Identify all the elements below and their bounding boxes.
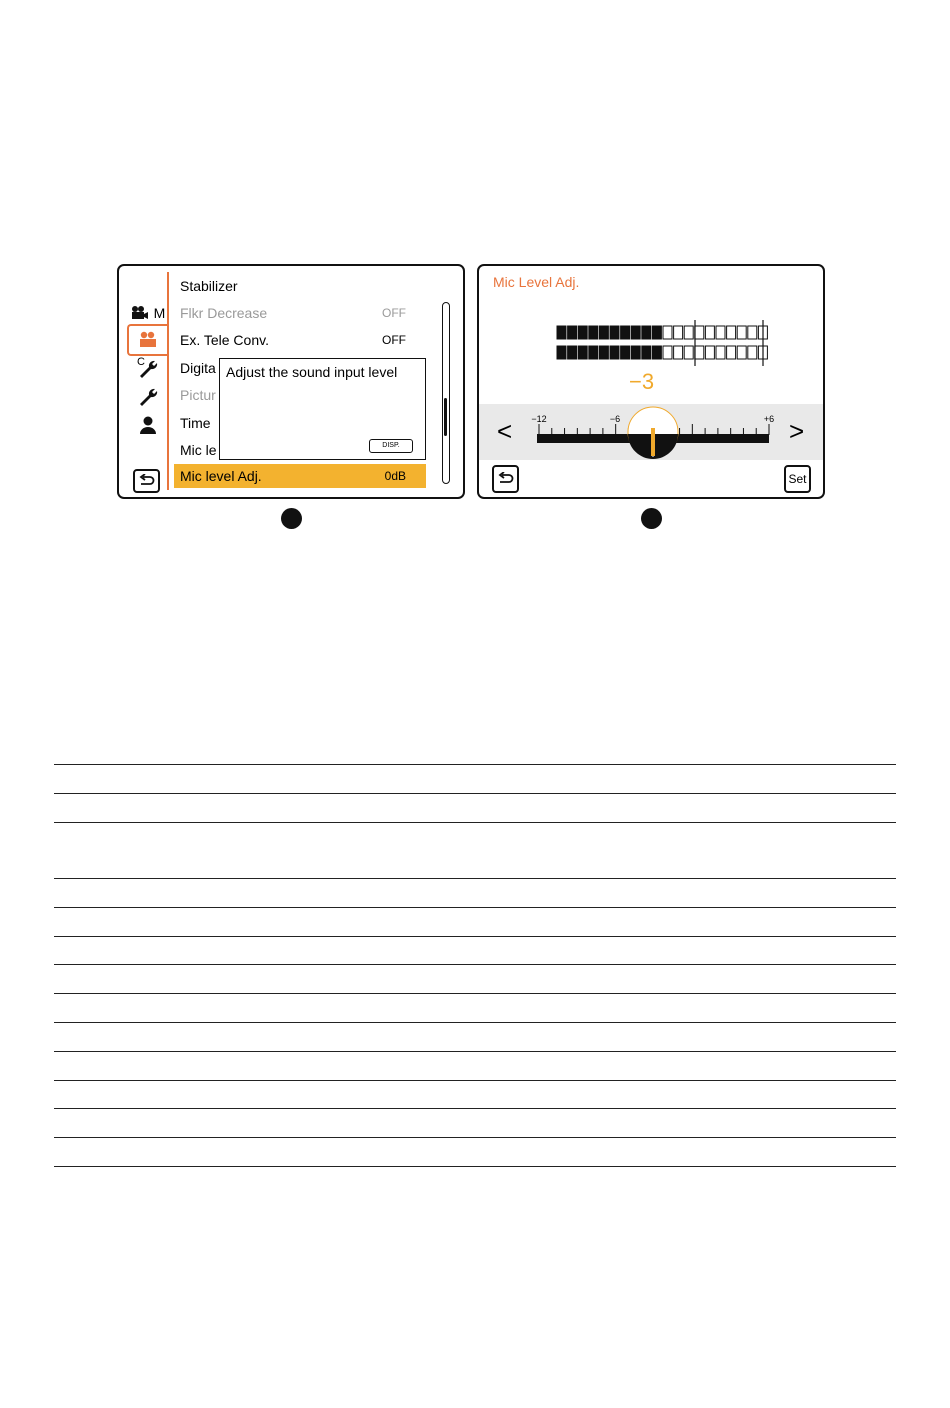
meter-segment — [610, 326, 619, 339]
meter-segment — [578, 326, 587, 339]
meter-segment — [716, 326, 725, 339]
meter-segment — [599, 326, 608, 339]
help-tooltip — [219, 358, 426, 460]
meter-segment — [621, 346, 630, 359]
meter-segment — [568, 326, 577, 339]
level-slider[interactable] — [479, 404, 823, 460]
table-rule — [54, 1022, 896, 1023]
meter-segment — [663, 346, 672, 359]
meter-segment — [727, 346, 736, 359]
prev-arrow-icon[interactable]: < — [497, 416, 513, 446]
table-rule — [54, 1137, 896, 1138]
meter-segment — [652, 326, 661, 339]
menu-item-label: Mic level Adj. — [180, 468, 262, 484]
meter-segment — [642, 346, 651, 359]
menu-item-label: Flkr Decrease — [180, 305, 268, 321]
wrench-icon — [137, 386, 159, 408]
meter-segment — [557, 346, 566, 359]
table-rule — [54, 964, 896, 965]
audio-level-meters — [479, 266, 823, 376]
menu-item-label: Pictur — [180, 387, 216, 403]
meter-segment — [684, 326, 693, 339]
callout-marker-2 — [641, 508, 662, 529]
menu-item-flkr-decrease[interactable] — [174, 300, 426, 326]
meter-segment — [568, 346, 577, 359]
meter-segment — [674, 346, 683, 359]
menu-item-label: Ex. Tele Conv. — [180, 332, 269, 348]
movie-camera-icon — [137, 331, 159, 349]
table-rule — [54, 936, 896, 937]
scale-label-max: +6 — [763, 414, 775, 424]
callout-marker-1 — [281, 508, 302, 529]
menu-scrollbar[interactable] — [442, 302, 450, 484]
meter-segment — [589, 326, 598, 339]
meter-segment — [578, 346, 587, 359]
back-button[interactable] — [492, 465, 519, 493]
screen-title: Mic Level Adj. — [493, 274, 580, 290]
menu-item-label: Digita — [180, 360, 216, 376]
table-rule — [54, 1051, 896, 1052]
menu-item-ex-tele-conv[interactable] — [174, 327, 426, 353]
table-rule — [54, 1080, 896, 1081]
table-rule — [54, 1166, 896, 1167]
menu-screen — [117, 264, 465, 499]
meter-segment — [674, 326, 683, 339]
tab-camera-settings[interactable] — [127, 324, 167, 356]
tab-movie-manual-label: M — [153, 305, 166, 321]
tooltip-text: Adjust the sound input level — [226, 364, 398, 380]
meter-segment — [631, 326, 640, 339]
next-arrow-icon[interactable]: > — [789, 416, 805, 446]
menu-item-value: OFF — [382, 306, 406, 320]
disp-button[interactable]: DISP. — [369, 439, 413, 453]
return-icon — [498, 472, 514, 486]
menu-item-label: Time — [180, 415, 211, 431]
mic-level-screen — [477, 264, 825, 499]
scale-label-mid: −6 — [609, 414, 621, 424]
meter-segment — [737, 326, 746, 339]
set-button[interactable]: Set — [784, 465, 811, 493]
menu-item-label: Stabilizer — [180, 278, 238, 294]
scale-label-min: −12 — [531, 414, 547, 424]
meter-segment — [684, 346, 693, 359]
meter-segment — [621, 326, 630, 339]
meter-segment — [642, 326, 651, 339]
return-icon — [139, 474, 155, 488]
level-value: −3 — [629, 369, 655, 394]
menu-item-stabilizer[interactable] — [174, 273, 426, 299]
meter-segment — [589, 346, 598, 359]
meter-segment — [716, 346, 725, 359]
scrollbar-thumb[interactable] — [444, 398, 447, 436]
tab-divider — [167, 272, 169, 490]
menu-item-mic-level-adj[interactable] — [174, 464, 426, 488]
meter-segment — [695, 346, 704, 359]
meter-segment — [695, 326, 704, 339]
menu-item-label: Mic le — [180, 442, 217, 458]
table-rule — [54, 793, 896, 794]
meter-segment — [557, 326, 566, 339]
meter-segment — [737, 346, 746, 359]
slider-needle — [651, 428, 655, 456]
table-rule — [54, 1108, 896, 1109]
tab-custom-setup-label: C — [137, 356, 145, 368]
table-rule — [54, 907, 896, 908]
movie-camera-icon — [131, 305, 153, 321]
table-rule — [54, 822, 896, 823]
meter-segment — [705, 326, 714, 339]
meter-segment — [599, 346, 608, 359]
meter-segment — [631, 346, 640, 359]
meter-segment — [663, 326, 672, 339]
meter-segment — [727, 326, 736, 339]
tab-setup[interactable] — [129, 382, 167, 412]
tab-my-menu[interactable] — [129, 410, 167, 440]
menu-item-value: OFF — [382, 333, 406, 347]
table-rule — [54, 878, 896, 879]
meter-segment — [705, 346, 714, 359]
meter-segment — [610, 346, 619, 359]
meter-segment — [748, 326, 757, 339]
table-rule — [54, 764, 896, 765]
menu-item-value: 0dB — [384, 469, 406, 483]
meter-segment — [652, 346, 661, 359]
tab-custom-setup[interactable] — [129, 354, 167, 384]
person-icon — [138, 415, 158, 435]
meter-segment — [748, 346, 757, 359]
table-rule — [54, 993, 896, 994]
slider-scale — [479, 404, 823, 460]
menu-tabs — [129, 266, 169, 496]
back-button[interactable] — [133, 469, 160, 493]
